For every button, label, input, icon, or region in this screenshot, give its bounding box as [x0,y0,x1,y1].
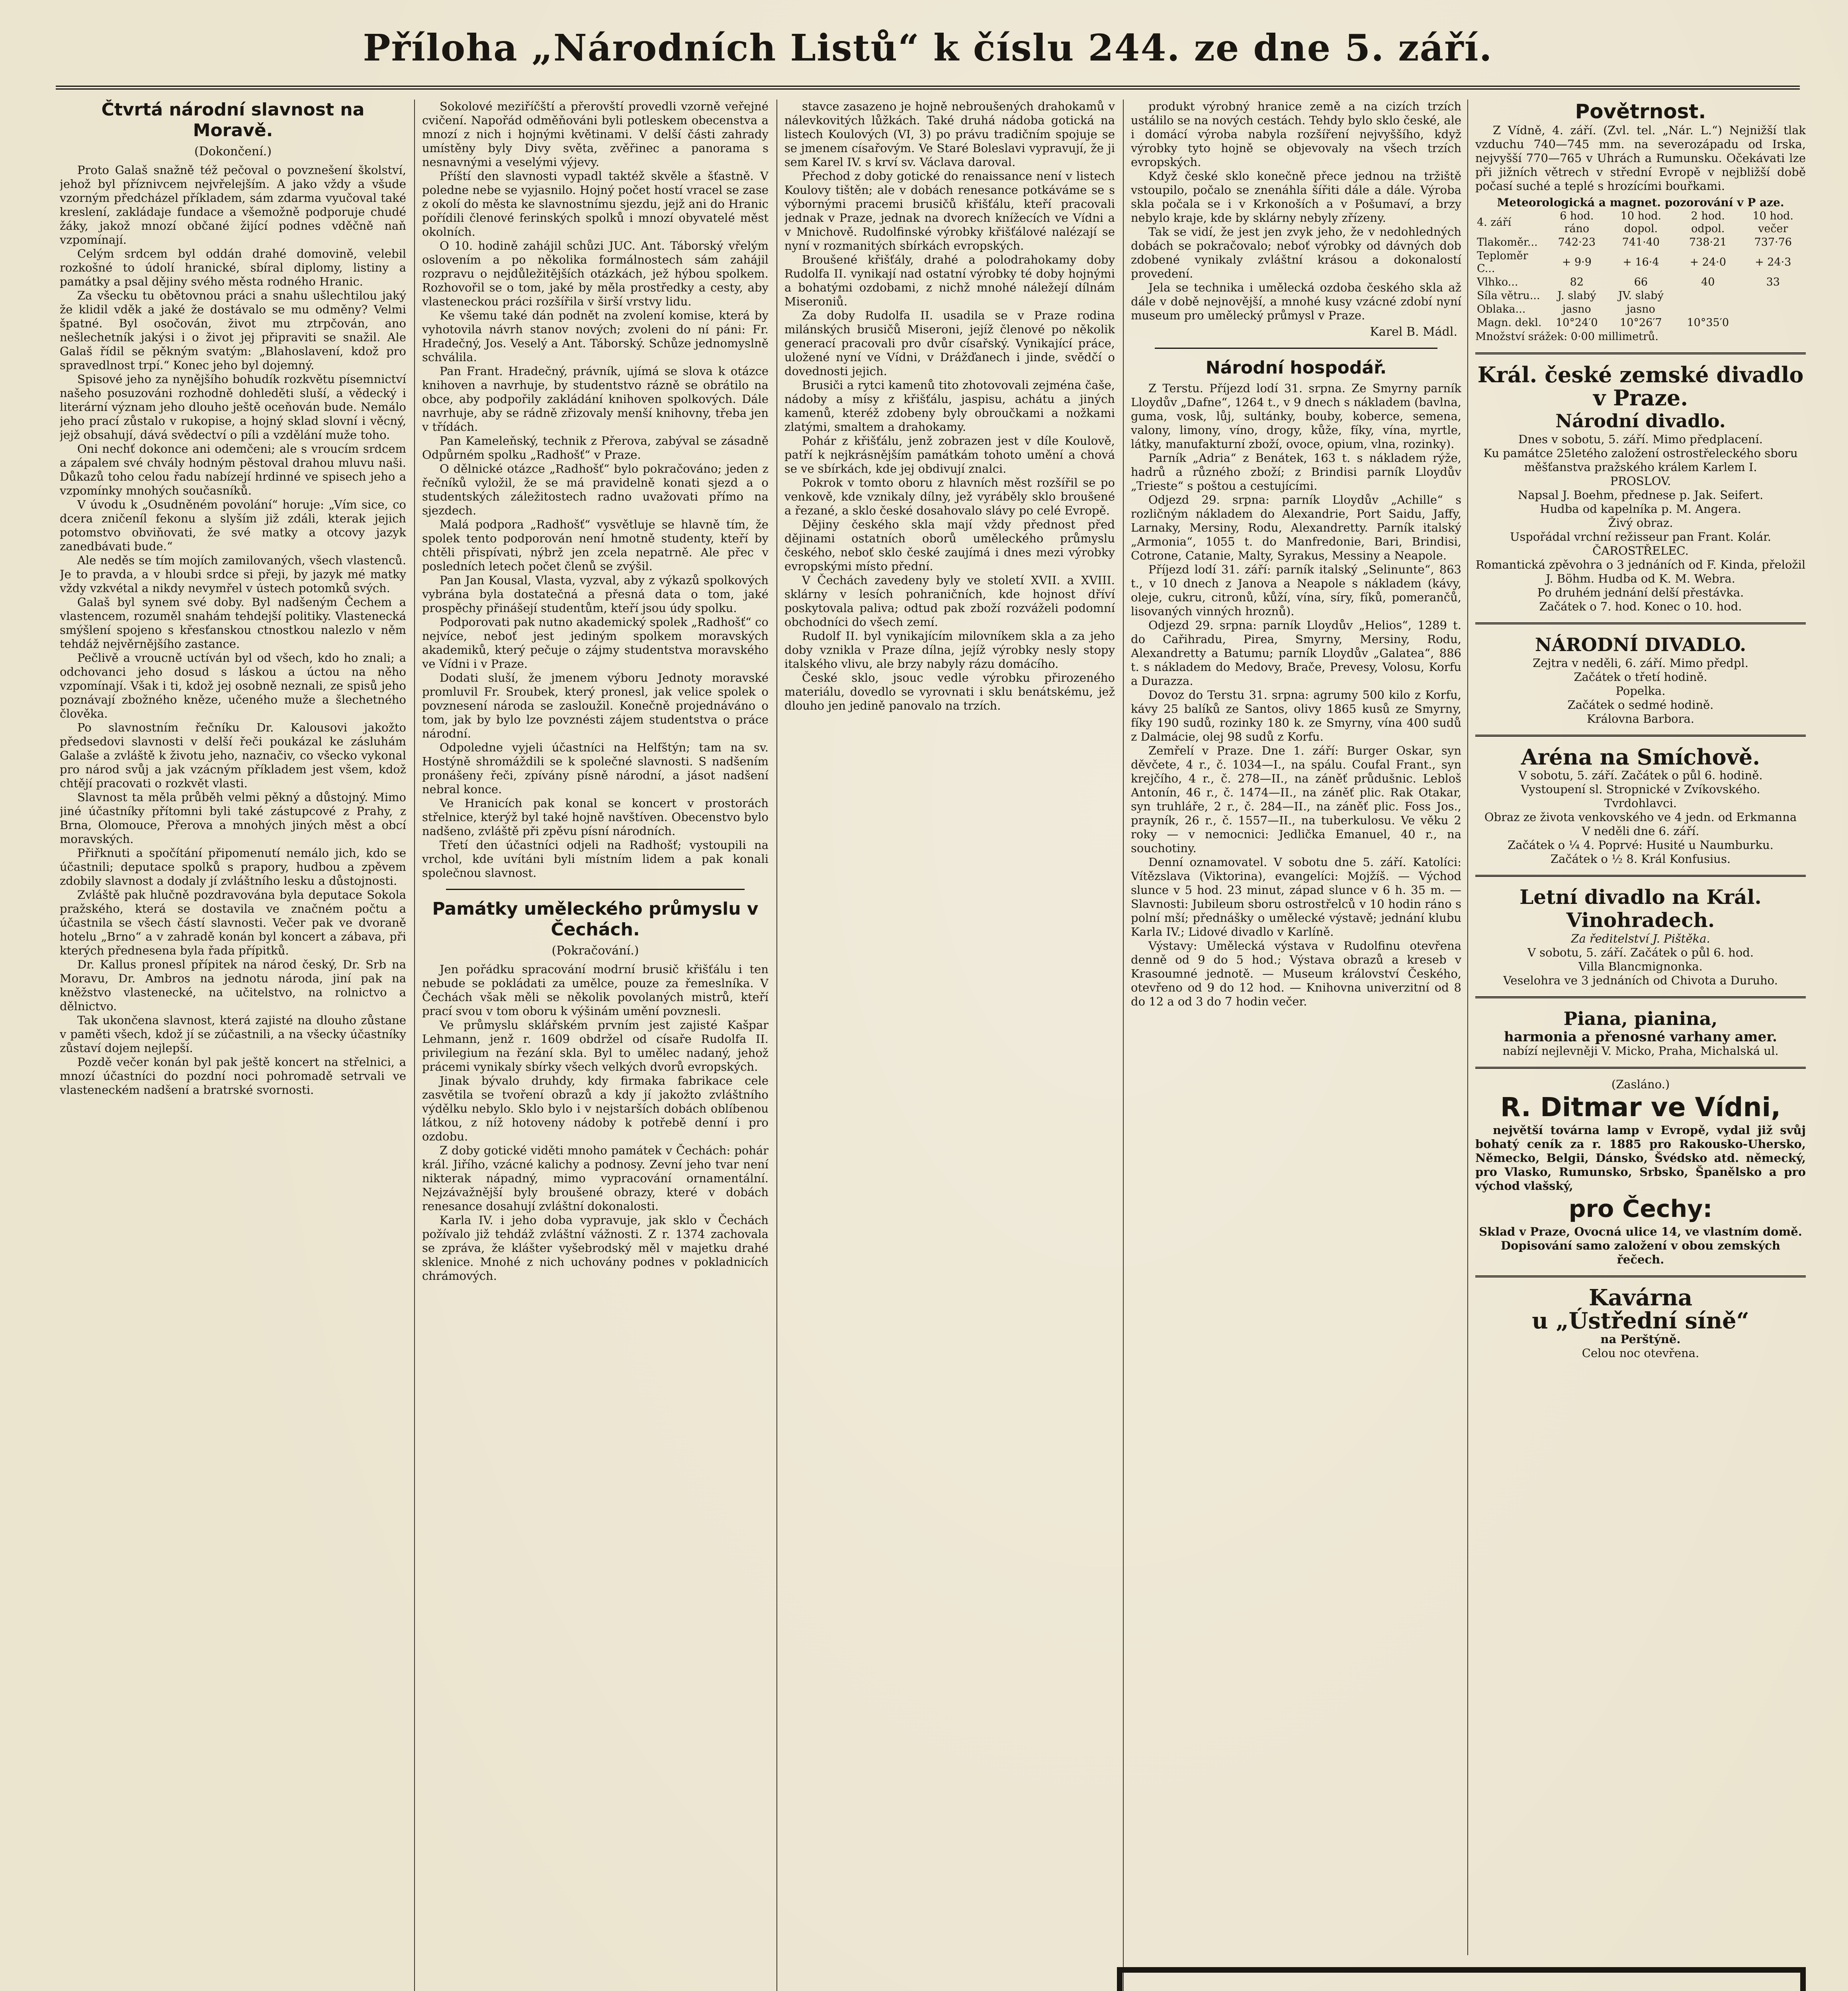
program-line: Hudba od kapelníka p. M. Angera. [1540,502,1741,516]
column-4 [1131,100,1461,1955]
paragraph: Odpoledne vyjeli účastníci na Helfštýn; tam na sv. Hostýně shromáždili se k společné slavnosti. S nadšením pronášeny řeči, zpívány písně národní, a jásot nadšení nebral konce. [422,741,769,796]
paragraph: Pozdě večer konán byl pak ještě koncert na střelnici, a mnozí účastníci do pozdní noci pohromadě setrvali ve vlasteneckém nadšení a bratrské svornosti. [60,1055,406,1097]
article-subtitle: (Pokračování.) [551,944,639,958]
meteo-cell: + 24·0 [1690,256,1726,268]
program-line: Ku památce 25letého založení ostrostřeleckého sboru měšťanstva pražského králem Karlem I. [1483,446,1798,474]
paragraph: Zvláště pak hlučně pozdravována byla deputace Sokola pražského, která se dostavila ve značném počtu a účastnila se všech částí slavnosti. Večer pak ve dvoraně hotelu „Brno“ a v zahradě konán byl koncert a zábava, při kterých přednesena byla řada přípitků. [60,888,406,957]
arena-program [1475,769,1806,866]
meteo-cell: jasno [1626,303,1655,315]
divider [1475,996,1806,998]
paragraph: Pan Jan Kousal, Vlasta, vyzval, aby z výkazů spolkových vybrána byla dostatečná a přesná data o tom, jaké prospěchy přinášejí studentům, kteří jsou údy spolku. [422,573,769,615]
program-line: V sobotu, 5. září. Začátek o půl 6. hod. [1527,946,1754,959]
program-line: Začátek o sedmé hodině. [1567,698,1714,712]
meteo-row [1475,276,1806,289]
ditmar-ad-bohemia: pro Čechy: [1568,1195,1713,1223]
article-signature: Karel B. Mádl. [1370,325,1457,339]
program-line: Zejtra v neděli, 6. září. Mimo předpl. [1533,656,1748,670]
meteo-cell: JV. slabý [1618,289,1664,302]
paragraph: Brusiči a rytci kamenů tito zhotovovali zejména čaše, nádoby a mísy z křišťálu, jaspisu, achátu a jiných kamenů, kteréž zdobeny byly obroučkami a nožkami zlatými, smaltem a drahokamy. [784,378,1115,434]
meteo-cell: + 9·9 [1562,256,1592,268]
paragraph: Dodati sluší, že jmenem výboru Jednoty moravské promluvil Fr. Sroubek, který pronesl, jak velice spolek o povznesení národa se zasloužil. Konečně projednáváno o tom, jak by bylo lze povznésti zájem studentstva o práce národní. [422,671,769,740]
paragraph: O dělnické otázce „Radhošť“ bylo pokračováno; jeden z řečníků vyložil, že se má pravidelně konati sjezd a o studentských záležitostech radno uvažovati přímo na sjezdech. [422,462,769,517]
meteo-cell: Oblaka... [1477,303,1526,315]
divider [1475,1275,1806,1277]
paragraph: Příjezd lodí 31. září: parník italský „Selinunte“, 863 t., v 10 dnech z Janova a Neapole s nákladem (kávy, oleje, cukru, citronů, kůží, vína, síry, fíků, pomerančů, lisovaných vinných hroznů). [1131,563,1461,618]
obituary-notice [1117,1967,1806,1991]
paragraph: V Čechách zavedeny byly ve století XVII. a XVIII. sklárny v lesích pohraničních, kde hojnost dříví poskytovala paliva; odtud pak zboží rozváželi podomní obchodníci do všech zemí. [784,573,1115,629]
meteo-cell [1676,289,1740,303]
paragraph: Denní oznamovatel. V sobotu dne 5. září. Katolíci: Vítězslava (Viktorina), evangelíci: Mojžíš. — Východ slunce v 5 hod. 23 minut, západ slunce v 6 h. 35 m. — Slavnosti: Jubileum sboru ostrostřelců v 10 hodin ráno s polní mší; přednášky o umělecké výstavě; jednání klubu Karla IV.; Lidové divadlo v Karlíně. [1131,855,1461,939]
meteo-header-row [1475,209,1806,236]
meteo-cell: 10°26′7 [1620,317,1662,329]
meteo-header-cell: 10 hod. dopol. [1620,210,1662,235]
column-2 [422,100,769,1991]
paragraph: Sokolové meziříčští a přerovští provedli vzorně veřejné cvičení. Napořád odměňováni byli potleskem obecenstva a mnozí z nich i hojnými květinami. V delší části zahrady umístěny byly Divy světa, zvěřinec a panorama s nesnavnými a veselými výjevy. [422,100,769,169]
column-rule [414,100,415,1991]
meteo-cell: jasno [1562,303,1591,315]
meteo-cell: 33 [1766,276,1780,288]
paragraph: Jinak bývalo druhdy, kdy firmaka fabrikace cele zasvětila se tvoření obrazů a kdy jí jakožto zvláštního výdělku nebylo. Sklo bylo i v nejstarších dobách oblíbenou látkou, z níž hotoveny nádoby k potřebě denní i pro ozdobu. [422,1074,769,1143]
paragraph: Zemřelí v Praze. Dne 1. září: Burger Oskar, syn děvčete, 4 r., č. 1034—I., na spálu. Coufal Frant., syn krejčího, 4 r., č. 278—II., na záněť průdušnic. Lebloš Antonín, 46 r., č. 1474—II., na záněť plic. Rak Otakar, syn truhláře, 2 r., č. 284—II., na záněť plic. Foss Jos., prayník, 26 r., č. 1557—II., na tuberkulosu. Ve věku 2 roky — v nemocnici: Jedlička Emanuel, 40 r., na souchotiny. [1131,744,1461,855]
paragraph: Galaš byl synem své doby. Byl nadšeným Čechem a vlastencem, rozuměl snahám tehdejší politiky. Vlastenecká smýšlení spojeno s křesťanskou ctnostkou nalezlo v něm tehdáž nejvěrnějšího zastance. [60,595,406,651]
program-line: Začátek o 7. hod. Konec o 10. hod. [1539,600,1742,613]
meteo-cell [1740,303,1806,316]
program-line: Vystoupení sl. Stropnické v Zvíkovského. [1521,782,1760,796]
meteo-cell: 82 [1570,276,1584,288]
cafe-ad-name: u „Ústřední síně“ [1532,1308,1749,1334]
meteo-cell: Teploměr C... [1477,250,1528,275]
program-line: Začátek o ¼ 4. Poprvé: Husité u Naumburku. [1508,838,1774,852]
summer-theatre-subtitle: Za ředitelství J. Pištěka. [1571,932,1710,945]
program-line: Uspořádal vrchní režisseur pan Frant. Kolár. [1510,530,1772,544]
meteo-cell: 741·40 [1622,236,1660,248]
economy-section-body [1131,381,1461,1009]
theatre2-title: NÁRODNÍ DIVADLO. [1535,634,1746,655]
meteo-cell: 10°35′0 [1687,317,1729,329]
paragraph: Odjezd 29. srpna: parník Lloydův „Helios“, 1289 t. do Cařihradu, Pirea, Smyrny, Mersiny, Rodu, Alexandretty a Batumu; parník Lloydův „Galatea“, 886 t. s nákladem do Medovy, Brače, Prevesy, Volosu, Korfu a Durazza. [1131,618,1461,688]
crafts-article-continued [784,100,1115,713]
column-1 [60,100,406,1991]
divider [1475,352,1806,354]
program-line: Začátek o ½ 8. Král Konfusius. [1550,852,1731,866]
divider [1155,348,1437,349]
meteo-cell [1676,303,1740,316]
paragraph: Když české sklo konečně přece jednou na tržiště vstoupilo, počalo se znenáhla šířiti dále a dále. Výroba skla počala se i v Krkonoších a v Pošumaví, a brzy nebylo kraje, kde by sklárny nebyly zřízeny. [1131,169,1461,225]
program-line: Královna Barbora. [1587,712,1694,726]
paragraph: Pan Kameleňský, technik z Přerova, zabýval se zásadně Odpůrném spolku „Radhošť“ v Praze. [422,434,769,462]
paragraph: Za doby Rudolfa II. usadila se v Praze rodina milánských brusičů Miseroni, jejíž členové po několik generací pracovali pro dvůr císařský. Vynikající práce, uložené nyní ve Vídni, v Drážďanech i jinde, svědčí o dovednosti jejich. [784,309,1115,378]
program-line: Villa Blancmignonka. [1578,960,1703,973]
paragraph: V úvodu k „Osudněném povolání“ horuje: „Vím sice, co dcera zničeníl fekonu a slyším již zdáli, kterak jejich potomstvo obviňovati, že své matky a otcovy jazyk zanedbávati bude.“ [60,498,406,553]
paragraph: O 10. hodině zahájil schůzi JUC. Ant. Táborský vřelým oslovením a po několika formálnostech sám zahájil rozpravu o nejdůležitějších otázkách, jež hýbou spolkem. Rozhovořil se o tom, jaké by měla prostředky a cesty, aby vlasteneckou práci rozšířila v širší vrstvy lidu. [422,239,769,308]
piano-ad-text: nabízí nejlevněji V. Micko, Praha, Michalská ul. [1502,1044,1779,1058]
theatre-subtitle: Národní divadlo. [1555,410,1726,432]
program-line: Romantická zpěvohra o 3 jednáních od F. Kinda, přeložil J. Böhm. Hudba od K. M. Webra. [1475,558,1806,585]
paragraph: Pokrok v tomto oboru z hlavních měst rozšířil se po venkově, kde vznikaly dílny, jež vyráběly sklo broušené a řezané, a sklo české dosahovalo slávy po celé Evropě. [784,476,1115,517]
meteo-header-cell: 4. září [1477,216,1512,229]
summer-theatre-program [1475,946,1806,988]
theatre2-program [1475,656,1806,726]
paragraph: Podporovati pak nutno akademický spolek „Radhošť“ co nejvíce, neboť jest jediným spolkem moravských akademiků, který pečuje o zájmy studentstva moravského ve Vídni i v Praze. [422,615,769,671]
ditmar-ad-note: Dopisování samo založení v obou zemských řečech. [1501,1239,1780,1266]
ditmar-ad-text: největší továrna lamp v Evropě, vydal již svůj bohatý ceník za r. 1885 pro Rakousko-Uhersko, Německo, Belgii, Dánsko, Švédsko atd. německý, pro Vlasko, Rumunsko, Srbsko, Španělsko a pro východ vlašský, [1475,1123,1806,1193]
ditmar-ad-store: Sklad v Praze, Ovocná ulice 14, ve vlastním domě. [1479,1225,1802,1238]
program-line: Dnes v sobotu, 5. září. Mimo předplacení. [1518,432,1763,446]
program-line: Začátek o třetí hodině. [1574,670,1707,684]
cafe-ad-location: na Perštýně. [1600,1332,1681,1346]
meteo-row [1475,289,1806,303]
paragraph: Odjezd 29. srpna: parník Lloydův „Achille“ s rozličným nákladem do Alexandrie, Port Saidu, Jaffy, Larnaky, Mersiny, Rodu, Alexandretty. Parník italský „Armonia“, 1055 t. do Manfredonie, Bari, Brindisi, Cotrone, Catanie, Malty, Syrakus, Messiny a Neapole. [1131,493,1461,562]
sent-note: (Zasláno.) [1611,1078,1670,1091]
weather-title: Povětrnost. [1575,100,1706,123]
crafts-article-body [422,962,769,1283]
meteo-note: Množství srážek: 0·00 millimetrů. [1475,331,1658,343]
divider [1475,875,1806,877]
paragraph: Proto Galaš snažně též pečoval o povznešení školství, jehož byl příznivcem nejvřelejším. A jako vždy a všude vzorným předcházel příkladem, sám zdarma vyučoval také kreslení, zakládaje fundace a všemožně podporuje chudé žáky, jakož mnozí občané žijící podnes vděčně naň vzpomínají. [60,163,406,246]
meteo-row [1475,249,1806,276]
paragraph: Pečlivě a vroucně uctíván byl od všech, kdo ho znali; a odchovanci jeho dosud s láskou a úctou na něho vzpomínají. Však i ti, kdož jej osobně neznali, ze spisů jeho poznávají zbožného kněze, učeného muže a šlechetného člověka. [60,651,406,720]
meteo-row [1475,303,1806,316]
paragraph: Z Terstu. Příjezd lodí 31. srpna. Ze Smyrny parník Lloydův „Dafne“, 1264 t., v 9 dnech s nákladem (bavlna, guma, vosk, lůj, sultánky, bouby, koberce, semena, valony, limony, víno, drogy, kůže, fíky, vína, myrtle, látky, manufakturní zboží, ovoce, opium, vlna, rozinky). [1131,381,1461,451]
paragraph: Tak ukončena slavnost, která zajisté na dlouho zůstane v paměti všech, kdož jí se zúčastnili, a na všecky účastníky zůstaví dojem nejlepší. [60,1013,406,1055]
paragraph: Tak se vidí, že jest jen zvyk jeho, že v nedohledných dobách se pokračovalo; neboť výrobky od dávných dob zdobené vynikaly zvláštní krásou a dokonalostí provedení. [1131,225,1461,280]
divider [1475,735,1806,737]
paragraph: Dr. Kallus pronesl přípitek na národ český, Dr. Srb na Moravu, Dr. Ambros na jednotu národa, jiní pak na kněžstvo vlastenecké, na učitelstvo, na rolnictvo a dělnictvo. [60,958,406,1013]
paragraph: Broušené křišťály, drahé a polodrahokamy doby Rudolfa II. vynikají nad ostatní výrobky té doby hojnými a bohatými ozdobami, z nichž mnohé náležejí dílnám Miseroniů. [784,253,1115,308]
meteo-cell: Vlhko... [1477,276,1518,288]
summer-theatre-title: Letní divadlo na Král. Vinohradech. [1519,885,1762,932]
meteo-cell: J. slabý [1557,289,1596,302]
paragraph: Z doby gotické viděti mnoho památek v Čechách: pohár král. Jiřího, vzácné kalichy a podnosy. Zevní jeho tvar není nikterak nápadný, mimo vypracování ornamentální. Nejzávažnější byly broušené obrazy, které v dobách renesance dosahují zvláštní dokonalosti. [422,1144,769,1213]
meteo-cell [1740,289,1806,303]
meteo-cell: Tlakoměr... [1477,236,1538,248]
paragraph: Po slavnostním řečníku Dr. Kalousovi jakožto předsedovi slavnosti v delší řeči poukázal ke zásluhám Galaše a zvláště k životu jeho, naznačiv, co všecko vykonal pro národ svůj a jak vzácným příkladem jest všem, kdož chtějí pracovati o rozkvět vlasti. [60,721,406,790]
paragraph: Celým srdcem byl oddán drahé domovině, velebil rozkošné to údolí hranické, sbíral diplomy, listiny a památky a psal dějiny svého města rodného Hranic. [60,247,406,288]
article-body [60,163,406,1097]
paragraph: Slavnost ta měla průběh velmi pěkný a důstojný. Mimo jiné účastníky přítomni byli také zástupcové z Prahy, z Brna, Olomouce, Přerova a mnohých jiných měst a obcí moravských. [60,790,406,846]
paragraph: Výstavy: Umělecká výstava v Rudolfinu otevřena denně od 9 do 5 hod.; Výstava obrazů a kreseb v Krasoumné jednotě. — Museum království Českého, otevřeno od 9 do 12 hod. — Knihovna univerzitní od 8 do 12 a od 3 do 7 hodin večer. [1131,939,1461,1008]
meteo-cell: 40 [1701,276,1715,288]
crafts-article-end [1131,100,1461,323]
program-line: Veselohra ve 3 jednáních od Chivota a Duruho. [1503,974,1778,987]
meteo-header-cell: 2 hod. odpol. [1691,210,1725,235]
paragraph: Ve Hranicích pak konal se koncert v prostorách střelnice, kterýž byl také hojně navštíven. Obecenstvo bylo nadšeno, zvláště při zpěvu písní národních. [422,796,769,838]
piano-ad-title: Piana, pianina, [1563,1008,1718,1029]
meteo-cell: 742·23 [1558,236,1596,248]
paragraph: Přechod z doby gotické do renaissance není v listech Koulovy tištěn; ale v dobách renesance potkáváme se s výbornými pracemi brusičů křišťálu, kteří pracovali jednak v Praze, jednak na dvorech knížecích ve Vídni a v Mnichově. Rudolfinské výrobky křišťálové nalézají se nyní v rozmanitých sbírkách evropských. [784,169,1115,252]
paragraph: Rudolf II. byl vynikajícím milovníkem skla a za jeho doby vznikla v Praze dílna, jejíž výrobky nesly stopy italského vlivu, ale brzy nabyly rázu domácího. [784,629,1115,671]
paragraph: Jen pořádku spracování modrní brusič křišťálu i ten nebude se pokládati za umělce, pouze za řemeslníka. V Čechách však měli se několik povolaných mistrů, kteří prací svou v tom oboru k výšinám umění povznesli. [422,962,769,1018]
column-3 [784,100,1115,1991]
paragraph: Parník „Adria“ z Benátek, 163 t. s nákladem rýže, hadrů a různého zboží; z Brindisi parník Lloydův „Trieste“ s poštou a cestujícími. [1131,451,1461,493]
meteo-row [1475,316,1806,330]
paragraph: Ale neděs se tím mojích zamilovaných, všech vlastenců. Je to pravda, a v hloubi srdce si přeji, by jazyk mé matky vždy vzkvétal a nikdy nevymřel v ústech potomků svých. [60,553,406,595]
theatre-title: Král. české zemské divadlo v Praze. [1477,362,1804,411]
masthead [56,18,1800,90]
theatre-program [1475,432,1806,614]
paragraph: Za všecku tu obětovnou práci a snahu ušlechtilou jaký že klidil vděk a jaké že dostávalo se mu odměny? Velmi špatné. Byl osočován, život mu ztrpčován, ano nešlechetník jakýsi i o život jej připraviti se snažil. Ale Galaš řídil se pěkným svatým: „Blahoslavení, kdož pro spravedlnost trpí.“ Konec jeho byl dojemný. [60,289,406,372]
column-rule [1123,100,1124,1991]
meteo-cell: + 24·3 [1755,256,1791,268]
paragraph: Oni nechť dokonce ani odemčeni; ale s vroucím srdcem a zápalem své chvály hodným pěstoval drahou mluvu naši. Důkazů toho celou řadu nabízejí hrdinné ve spisech jeho a vzpomínky mnohých současníků. [60,442,406,497]
article-body-continued [422,100,769,880]
paragraph: Dějiny českého skla mají vždy přednost před dějinami ostatních oborů uměleckého průmyslu českého, neboť sklo české zaujímá i dnes mezi výrobky evropskými místo přední. [784,518,1115,573]
ditmar-ad-title: R. Ditmar ve Vídni, [1500,1092,1781,1123]
meteo-cell: + 16·4 [1623,256,1659,268]
cafe-ad-title: Kavárna [1588,1285,1693,1311]
cafe-ad-hours: Celou noc otevřena. [1582,1346,1699,1360]
paragraph: Příští den slavnosti vypadl taktéž skvěle a šťastně. V poledne nebe se vyjasnilo. Hojný počet hostí vracel se zase z okolí do města ke slavnostnímu sjezdu, jejž ani do Hranic pořídili členové ferinských spolků i mnozí obyvatelé měst okolních. [422,169,769,239]
paragraph: Malá podpora „Radhošť“ vysvětluje se hlavně tím, že spolek tento podporován není hmotně studenty, kteří by chtěli přispívati, nýbrž jen zcela nepatrně. Ale přec v posledních letech počet členů se zvýšil. [422,518,769,573]
meteo-cell: 66 [1634,276,1648,288]
program-line: Obraz ze života venkovského ve 4 jedn. od Erkmanna [1484,810,1797,824]
program-line: V neděli dne 6. září. [1582,824,1699,838]
article-title: Čtvrtá národní slavnost na Moravě. [101,100,365,141]
program-line: PROSLOV. [1610,474,1671,488]
arena-title: Aréna na Smíchově. [1521,744,1760,770]
column-5 [1475,100,1806,1955]
meteo-cell: 10°24′0 [1556,317,1598,329]
program-line: Po druhém jednání delší přestávka. [1537,586,1744,599]
program-line: Popelka. [1615,684,1666,698]
paragraph: stavce zasazeno je hojně nebroušených drahokamů v nálevkovitých lůžkách. Také druhá nádoba gotická na listech Koulových (VI, 3) po právu tradičním spojuje se se jmenem císařovým. Ve Staré Boleslavi vypravují, že ji sem Karel IV. s krví sv. Václava daroval. [784,100,1115,169]
economy-section-title: Národní hospodář. [1205,358,1387,378]
paragraph: Pan Frant. Hradečný, právník, ujímá se slova k otázce knihoven a navrhuje, by studentstvo rázně se obrátilo na obce, aby podpořily zakládání knihoven spolkových. Dále navrhuje, aby se rádně zřizovaly menší knihovny, třeba jen v třídách. [422,364,769,434]
article-subtitle: (Dokončení.) [194,145,272,158]
column-rule [776,100,777,1991]
paragraph: Ve průmyslu sklářském prvním jest zajisté Kašpar Lehmann, jenž r. 1609 obdržel od císaře Rudolfa II. privilegium na řezání skla. Byl to umělec nadaný, jehož prácemi vynikaly sbírky všech velkých dvorů evropských. [422,1018,769,1074]
paragraph: Spisové jeho za nynějšího bohudík rozkvětu písemnictví našeho posuzováni rozhodně dohleděti sluší, a vědecký i literární význam jeho dlouho ještě oceňován bude. Nemálo jeho prací zůstalo v rukopise, a hojný sklad slovní i věcný, jejž obsahují, dává svědectví o píli a vzdělání muže toho. [60,372,406,442]
meteo-cell: Síla větru... [1477,289,1540,302]
article-title-crafts: Památky uměleckého průmyslu v Čechách. [432,899,759,940]
column-rule [1467,100,1468,1955]
paragraph: České sklo, jsouc vedle výrobku přirozeného materiálu, dovedlo se vyrovnati i sklu benátskému, jež dlouho jen jedině panovalo na trzích. [784,671,1115,712]
program-line: ČAROSTŘELEC. [1592,544,1689,557]
paragraph: Třetí den účastníci odjeli na Radhošť; vystoupili na vrchol, kde uvítáni byli místním lidem a pak konali společnou slavnost. [422,838,769,880]
weather-text: Z Vídně, 4. září. (Zvl. tel. „Nár. L.“) Nejnižší tlak vzduchu 740—745 mm. na severozápadu od Irska, nejvyšší 770—765 v Uhrách a Rumunsku. Očekávati lze při jižních větrech v střední Evropě v nejbližší době počasí suché a teplé s hrozícími bouřkami. [1475,123,1806,193]
meteo-row [1475,236,1806,249]
masthead-title: Příloha „Národních Listů“ k číslu 244. ze dne 5. září. [363,26,1493,69]
meteo-title: Meteorologická a magnet. pozorování v P aze. [1497,196,1784,209]
paragraph: produkt výrobný hranice země a na cizích trzích ustálilo se na nových cestách. Tehdy bylo sklo české, ale i domácí výroba nabyla rozšíření nejvyššího, když výrobky tyto hojně se objevovaly na všech trzích evropských. [1131,100,1461,169]
paragraph: Karla IV. i jeho doba vypravuje, jak sklo v Čechách požívalo již tehdáž zvláštní vážnosti. Z r. 1374 zachovala se zpráva, že klášter vyšebrodský měl v majetku drahé sklenice. Mnohé z nich uchovány podnes v pokladnicích chrámových. [422,1213,769,1283]
paragraph: Přiřknuti a spočítání připomenutí nemálo jich, kdo se účastnili; deputace spolků s prapory, hudbou a zpěvem zdobily slavnost a dodaly jí zvláštního lesku a důstojnosti. [60,846,406,888]
program-line: V sobotu, 5. září. Začátek o půl 6. hodině. [1518,769,1763,782]
meteo-cell: 738·21 [1689,236,1727,248]
paragraph: Dovoz do Terstu 31. srpna: agrumy 500 kilo z Korfu, kávy 25 balíků ze Santos, olivy 1865 kusů ze Smyrny, fíky 190 sudů, rozinky 180 k. ze Smyrny, vína 400 sudů z Dalmácie, olej 98 sudů z Korfu. [1131,688,1461,743]
program-line: Živý obraz. [1608,516,1673,530]
program-line: Tvrdohlavci. [1604,796,1677,810]
paragraph: Jela se technika i umělecká ozdoba českého skla až dále v době nejnovější, a mnohé kusy vzácné zdobí nyní museum pro umělecký průmysl v Praze. [1131,281,1461,322]
divider [1475,622,1806,624]
meteo-header-cell: 10 hod. večer [1752,210,1793,235]
meteo-cell: 737·76 [1754,236,1792,248]
meteo-header-cell: 6 hod. ráno [1560,210,1594,235]
meteo-cell: Magn. dekl. [1477,317,1542,329]
meteo-cell [1740,316,1806,330]
divider [446,889,745,890]
paragraph: Ke všemu také dán podnět na zvolení komise, která by vyhotovila návrh stanov nových; zvoleni do ní páni: Fr. Hradečný, Jos. Veselý a Ant. Táborský. Schůze jednomyslně schválila. [422,309,769,364]
program-line: Napsal J. Boehm, přednese p. Jak. Seifert. [1518,488,1764,502]
piano-ad-subtitle: harmonia a přenosné varhany amer. [1504,1029,1777,1045]
paragraph: Pohár z křišťálu, jenž zobrazen jest v díle Koulově, patří k nejkrásnějším památkám tohoto umění a chová se ve sbírkách, kde jej obdivují znalci. [784,434,1115,475]
divider [1475,1067,1806,1069]
meteo-table [1475,209,1806,330]
